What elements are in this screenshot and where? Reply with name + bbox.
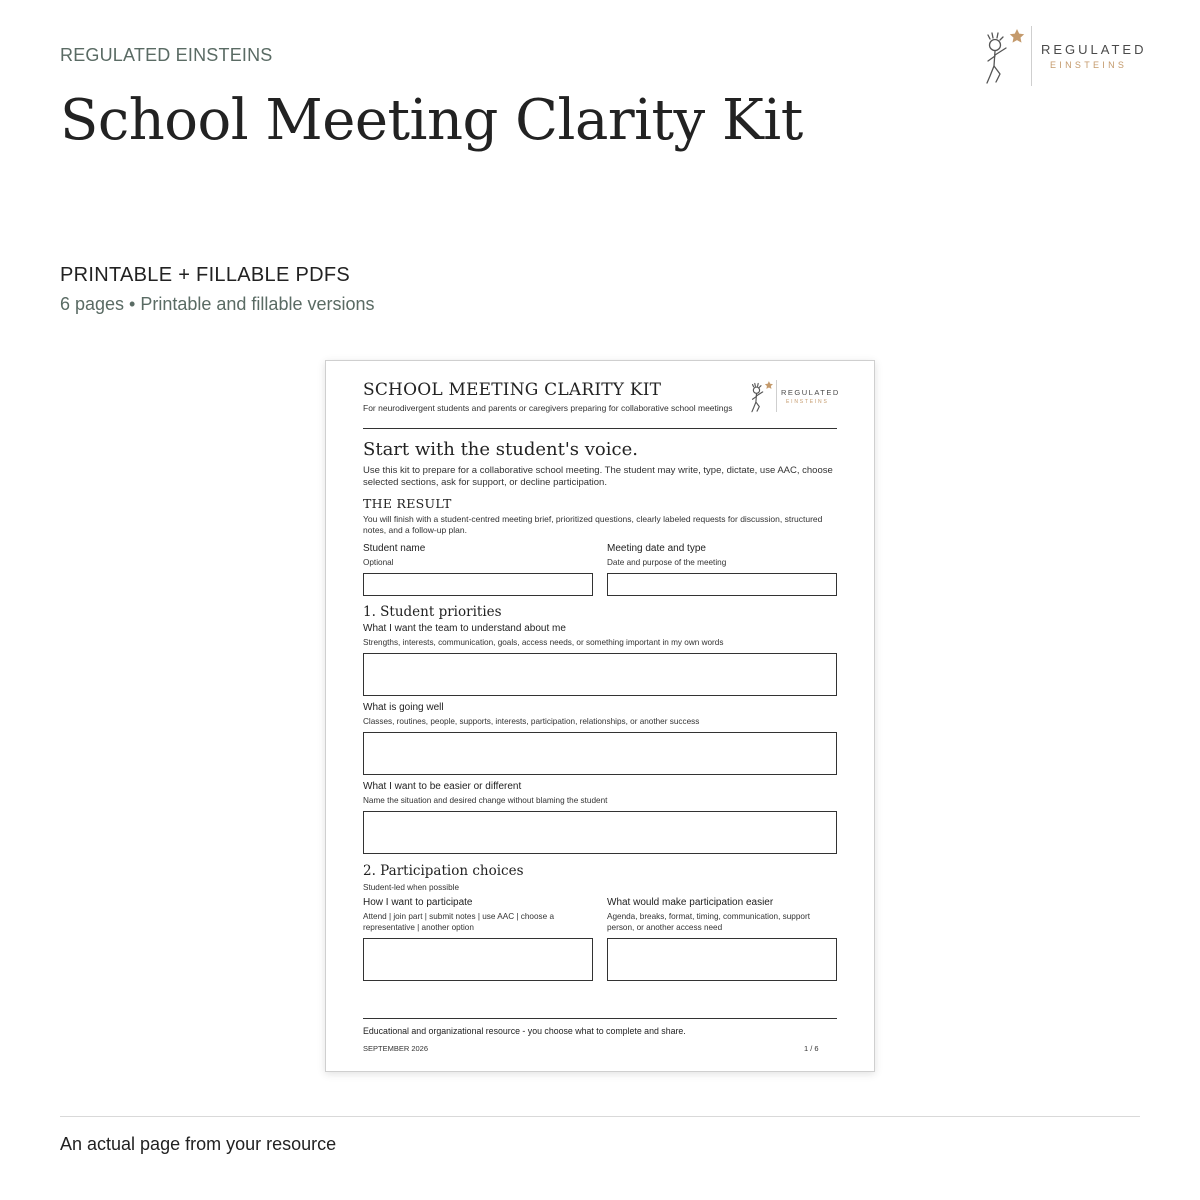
field-hint-how-participate: Attend | join part | submit notes | use AAC | choose a representative | another option [363,912,555,932]
stick-figure-star-icon [980,26,1026,88]
field-label-meeting-date: Meeting date and type [607,543,706,554]
result-text: You will finish with a student-centred meeting brief, prioritized questions, clearly labeled requests for discussion, structured notes, and a follow-up plan. [363,514,823,535]
page-number: 1 / 6 [804,1044,819,1053]
intro-text: Use this kit to prepare for a collaborative school meeting. The student may write, type, dictate, use AAC, choose selected sections, ask for support, or decline participation. [363,465,833,488]
logo-wordmark-top: REGULATED [781,388,840,397]
result-heading: THE RESULT [363,496,452,511]
logo-wordmark-bottom: EINSTEINS [786,399,829,405]
footer-note: Educational and organizational resource - you choose what to complete and share. [363,1026,686,1036]
intro-heading: Start with the student's voice. [363,439,638,460]
section-heading-participation-choices: 2. Participation choices [363,863,524,879]
field-label-participation-easier: What would make participation easier [607,897,774,908]
document-title: SCHOOL MEETING CLARITY KIT [363,380,662,400]
header-divider [363,428,837,429]
footer-date: SEPTEMBER 2026 [363,1044,429,1053]
student-name-field[interactable] [363,573,593,596]
logo-wordmark-bottom: EINSTEINS [1050,60,1128,70]
understand-me-field[interactable] [363,653,837,696]
stick-figure-star-icon [748,379,774,415]
field-hint-easier-different: Name the situation and desired change without blaming the student [363,796,608,805]
format-label: PRINTABLE + FILLABLE PDFS [60,264,351,286]
field-label-understand-me: What I want the team to understand about me [363,623,566,634]
document-page-preview [325,360,875,1072]
field-label-student-name: Student name [363,543,426,554]
field-label-how-participate: How I want to participate [363,897,473,908]
page-count-label: 6 pages • Printable and fillable versions [60,294,375,314]
section-note: Student-led when possible [363,883,460,892]
field-label-going-well: What is going well [363,702,444,713]
easier-different-field[interactable] [363,811,837,854]
page-title: School Meeting Clarity Kit [60,88,803,153]
field-hint-understand-me: Strengths, interests, communication, goals, access needs, or something important in my own words [363,638,724,647]
field-label-easier-different: What I want to be easier or different [363,781,522,792]
logo-divider [776,380,777,412]
going-well-field[interactable] [363,732,837,775]
field-hint-meeting-date: Date and purpose of the meeting [607,558,727,567]
meeting-date-field[interactable] [607,573,837,596]
participation-easier-field[interactable] [607,938,837,981]
logo-divider [1031,26,1032,86]
field-hint-student-name: Optional [363,558,394,567]
logo-wordmark-top: REGULATED [1041,42,1147,57]
section-heading-student-priorities: 1. Student priorities [363,604,502,620]
field-hint-going-well: Classes, routines, people, supports, interests, participation, relationships, or another success [363,717,700,726]
brand-name: REGULATED EINSTEINS [60,45,273,65]
document-subtitle: For neurodivergent students and parents or caregivers preparing for collaborative school meetings [363,403,733,413]
brand-logo [980,26,1145,88]
footer-divider [363,1018,837,1019]
preview-caption: An actual page from your resource [60,1134,337,1154]
how-participate-field[interactable] [363,938,593,981]
caption-divider [60,1116,1140,1117]
field-hint-participation-easier: Agenda, breaks, format, timing, communication, support person, or another access need [607,912,810,932]
document-logo [748,379,840,415]
